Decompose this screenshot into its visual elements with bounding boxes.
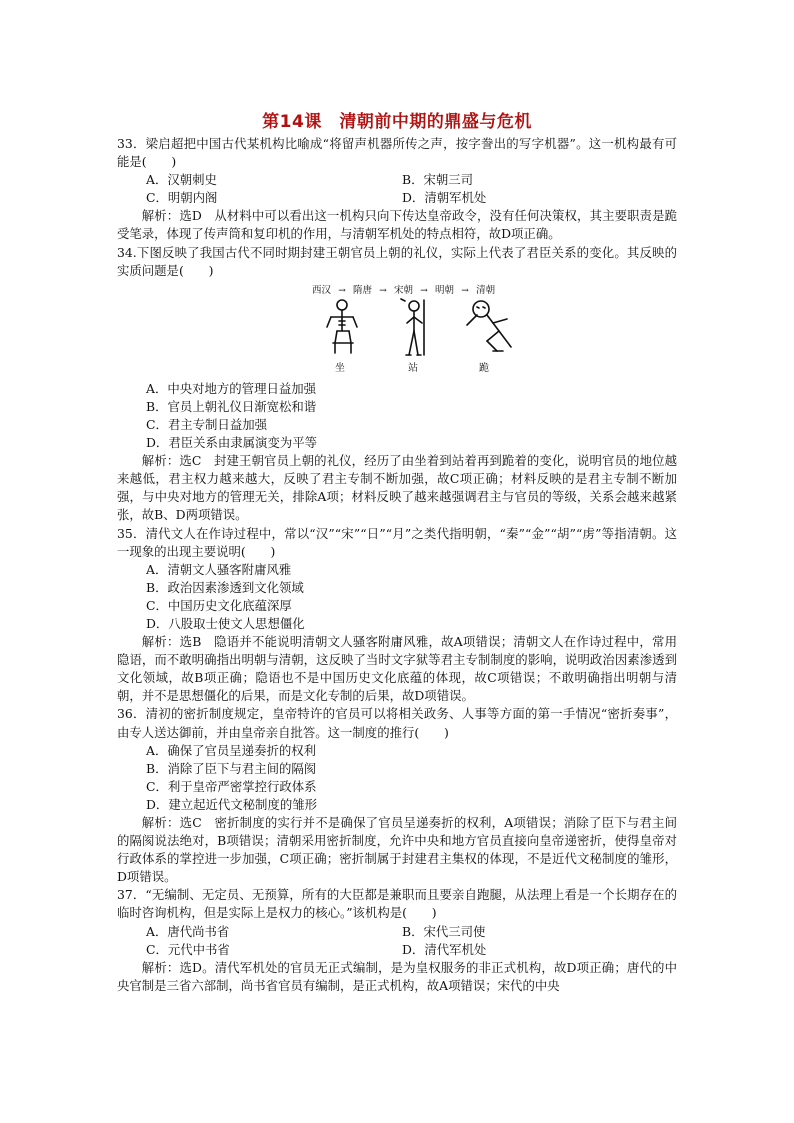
option-c: C．利于皇帝严密掌控行政体系	[146, 778, 317, 794]
option-a: A．唐代尚书省	[146, 923, 230, 939]
option-c: C．明朝内阁	[146, 190, 218, 206]
dynasty-label: 清朝	[476, 284, 496, 296]
option-a: A．确保了官员呈递奏折的权利	[146, 742, 317, 758]
posture-label-stand: 站	[408, 362, 418, 374]
option-b: B．政治因素渗透到文化领域	[146, 579, 304, 595]
question-36	[117, 705, 677, 886]
option-c: C．君主专制日益加强	[146, 416, 267, 432]
question-stem: 35．清代文人在作诗过程中，常以“汉”“宋”“日”“月”之类代指明朝，“秦”“金”“胡”“虏”等指清朝。这一现象的出现主要说明( )	[117, 525, 677, 559]
question-37	[117, 886, 677, 995]
option-b: B．消除了臣下与君主间的隔阂	[146, 760, 317, 776]
question-list	[117, 135, 677, 995]
dynasty-label: 隋唐	[353, 284, 373, 296]
option-d: D．清朝军机处	[402, 190, 487, 206]
option-b: B．官员上朝礼仪日渐宽松和谐	[146, 398, 317, 414]
arrow-icon: →	[379, 285, 387, 296]
question-stem: 36．清初的密折制度规定，皇帝特许的官员可以将相关政务、人事等方面的第一手情况“密折奏事”，由专人送达御前，并由皇帝亲自批答。这一制度的推行( )	[117, 706, 677, 740]
posture-figure	[117, 282, 677, 380]
analysis: 解析：选D 从材料中可以看出这一机构只向下传达皇帝政令，没有任何决策权，其主要职责是跪受笔录，体现了传声筒和复印机的作用，与清朝军机处的特点相符，故D项正确。	[117, 208, 677, 242]
option-a: A．中央对地方的管理日益加强	[146, 380, 317, 396]
option-d: D．建立起近代文秘制度的雏形	[146, 796, 318, 812]
posture-label-kneel: 跪	[479, 362, 489, 374]
option-row	[117, 171, 677, 189]
question-35	[117, 525, 677, 706]
analysis: 解析：选D。清代军机处的官员无正式编制，是为皇权服务的非正式机构，故D项正确；唐代的中央官制是三省六部制，尚书省官员有编制，是正式机构，故A项错误；宋代的中央	[117, 959, 677, 993]
option-a: A．清朝文人骚客附庸风雅	[146, 561, 292, 577]
question-stem: 33．梁启超把中国古代某机构比喻成“将留声机器所传之声，按字誊出的写字机器”。这一机构最有可能是( )	[117, 136, 677, 170]
dynasty-label: 明朝	[435, 284, 455, 296]
option-d: D．八股取士使文人思想僵化	[146, 615, 305, 631]
posture-illustration	[317, 297, 517, 359]
posture-label-sit: 坐	[335, 362, 345, 374]
analysis: 解析：选C 密折制度的实行并不是确保了官员呈递奏折的权利，A项错误；消除了臣下与君主间的隔阂说法绝对，B项错误；清朝采用密折制度，允许中央和地方官员直接向皇帝递密折，使得皇帝对行政体系的掌控进一步加强，C项正确；密折制属于封建君主集权的体现，不是近代文秘制度的雏形，D项错误。	[117, 815, 677, 885]
question-stem: 34.下图反映了我国古代不同时期封建王朝官员上朝的礼仪，实际上代表了君臣关系的变化。其反映的实质问题是( )	[117, 244, 677, 278]
sitting-figure-icon	[327, 300, 357, 353]
option-a: A．汉朝刺史	[146, 172, 217, 188]
kneeling-figure-icon	[467, 301, 511, 351]
question-stem: 37．“无编制、无定员、无预算，所有的大臣都是兼职而且要亲自跑腿，从法理上看是一个长期存在的临时咨询机构，但是实际上是权力的核心。”该机构是( )	[117, 887, 677, 921]
option-row	[117, 941, 677, 959]
option-c: C．中国历史文化底蕴深厚	[146, 597, 292, 613]
analysis: 解析：选B 隐语并不能说明清朝文人骚客附庸风雅，故A项错误；清朝文人在作诗过程中，常用隐语，而不敢明确指出明朝与清朝，这反映了当时文字狱等君主专制制度的影响，说明政治因素渗透到文化领域，故B项正确；隐语也不是中国历史文化底蕴的体现，故C项错误；不敢明确指出明朝与清朝，并不是思想僵化的后果，而是文化专制的后果，故D项错误。	[117, 634, 677, 704]
option-row	[117, 189, 677, 207]
arrow-icon: →	[338, 285, 346, 296]
question-34	[117, 244, 677, 525]
question-33	[117, 135, 677, 244]
standing-figure-icon	[401, 299, 424, 355]
dynasty-label: 宋朝	[394, 284, 414, 296]
arrow-icon: →	[420, 285, 428, 296]
dynasty-label: 西汉	[312, 284, 332, 296]
analysis: 解析：选C 封建王朝官员上朝的礼仪，经历了由坐着到站着再到跪着的变化，说明官员的地位越来越低，君主权力越来越大，反映了君主专制不断加强，故C项正确；材料反映的是君主专制不断加强，与中央对地方的管理无关，排除A项；材料反映了越来越强调君主与官员的等级，关系会越来越紧张，故B、D两项错误。	[117, 453, 677, 523]
option-d: D．清代军机处	[402, 941, 487, 957]
option-row	[117, 923, 677, 941]
option-c: C．元代中书省	[146, 941, 230, 957]
option-d: D．君臣关系由隶属演变为平等	[146, 435, 318, 451]
arrow-icon: →	[461, 285, 469, 296]
option-b: B．宋代三司使	[402, 923, 486, 939]
lesson-title: 第14课 清朝前中期的鼎盛与危机	[262, 112, 532, 132]
option-b: B．宋朝三司	[402, 172, 474, 188]
